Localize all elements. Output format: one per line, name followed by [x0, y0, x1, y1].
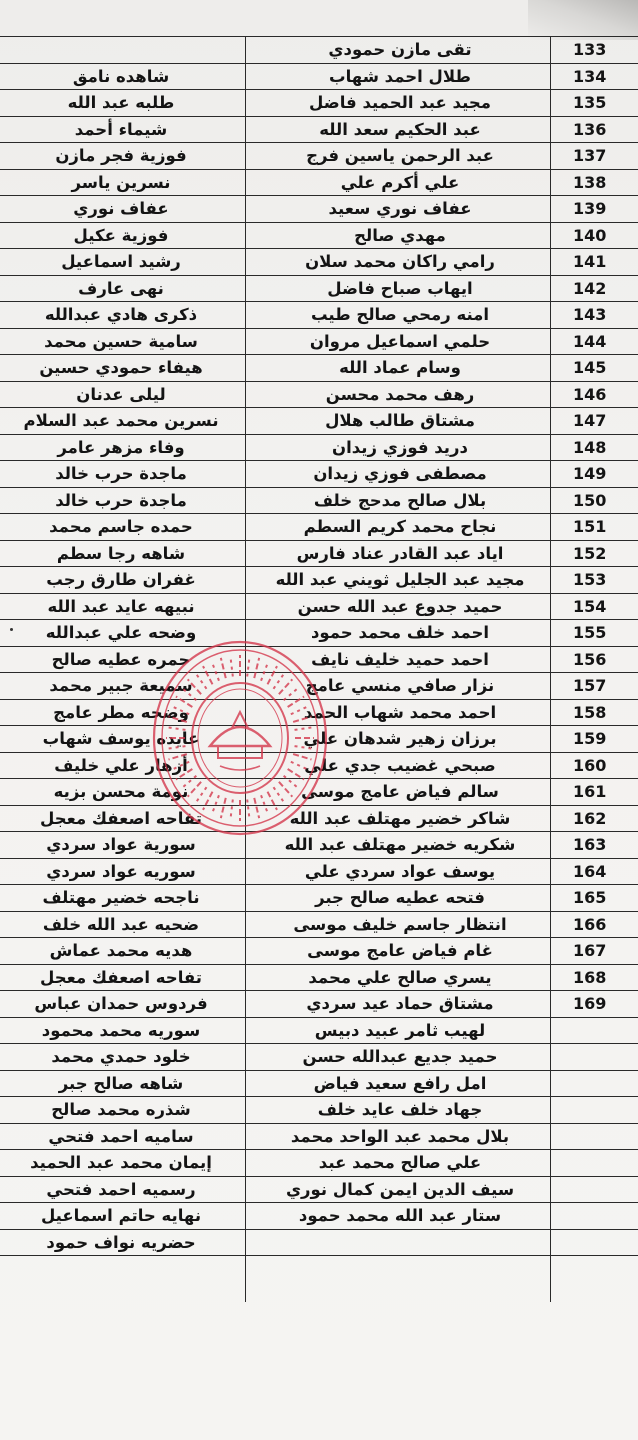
name-right-cell: مصطفى فوزي زيدان [313, 464, 487, 483]
table-row [0, 488, 638, 515]
row-number-cell: 164 [573, 861, 607, 881]
table-row [0, 382, 638, 409]
name-left-cell: حضريه نواف حمود [46, 1232, 196, 1252]
table-row [0, 117, 638, 144]
name-left-cell: إيمان محمد عبد الحميد [30, 1153, 212, 1172]
name-right-cell: مشتاق حماد عيد سردي [306, 994, 494, 1013]
row-number-cell [553, 1018, 638, 1044]
name-right-cell: حميد جدوع عبد الله حسن [297, 596, 503, 616]
table-row [0, 1044, 638, 1071]
table-row [0, 938, 638, 965]
name-left-cell: فوزية عكيل [73, 225, 169, 245]
row-number-cell: 151 [573, 517, 607, 536]
table-row [0, 170, 638, 197]
name-right-cell: مهدي صالح [354, 225, 446, 245]
row-number-cell: 138 [573, 172, 607, 192]
name-left-cell: حمره عطيه صالح [51, 649, 191, 669]
name-left-cell: ناجحه خضير مهتلف [42, 888, 200, 907]
row-number-cell: 161 [573, 782, 607, 801]
table-row [0, 726, 638, 753]
name-left-cell: طلبه عبد الله [67, 93, 175, 112]
name-right-cell [250, 1230, 550, 1256]
table-row [0, 276, 638, 303]
name-right-cell: علي أكرم علي [340, 172, 460, 192]
name-left-cell: ماجدة حرب خالد [55, 464, 187, 483]
name-left-cell: سميعة جبير محمد [49, 676, 193, 695]
name-left-cell: هيفاء حمودي حسين [39, 358, 203, 377]
name-right-cell: احمد خلف محمد حمود [310, 623, 490, 642]
name-right-cell: جهاد خلف عايد خلف [317, 1100, 483, 1119]
name-right-cell: يوسف عواد سردي علي [304, 861, 496, 881]
name-left-cell: شاهه رجا سطم [56, 543, 186, 563]
row-number-cell [553, 1071, 638, 1097]
name-left-cell: رشيد اسماعيل [61, 252, 181, 271]
table-row [0, 1097, 638, 1124]
name-left-cell: تفاحه اصعفك معجل [40, 967, 202, 987]
name-left-cell: سامية حسين محمد [44, 331, 198, 351]
row-number-cell [553, 1044, 638, 1070]
table-row [0, 1150, 638, 1177]
table-row [0, 461, 638, 488]
table-row [0, 196, 638, 223]
row-number-cell: 159 [573, 729, 607, 748]
name-left-cell: شاهده نامق [72, 66, 170, 86]
row-number-cell: 142 [573, 278, 607, 298]
row-number-cell: 163 [573, 835, 607, 854]
table-row [0, 912, 638, 939]
name-left-cell: سوريه عواد سردي [46, 861, 196, 881]
names-table [0, 36, 638, 1256]
name-right-cell: امل رافع سعيد فياض [313, 1073, 487, 1093]
table-row [0, 435, 638, 462]
name-left-cell: ذكرى هادي عبدالله [44, 305, 198, 324]
name-left-cell: رسميه احمد فتحي [46, 1179, 196, 1199]
row-number-cell: 157 [573, 676, 607, 695]
table-row [0, 329, 638, 356]
name-left-cell: أزهار علي خليف [54, 755, 188, 775]
table-row [0, 143, 638, 170]
name-left-cell: نسرين محمد عبد السلام [23, 411, 219, 430]
row-number-cell: 137 [573, 146, 607, 165]
table-row [0, 859, 638, 886]
table-row [0, 1124, 638, 1151]
row-number-cell: 166 [573, 914, 607, 934]
table-row [0, 249, 638, 276]
table-row [0, 514, 638, 541]
page-corner-shadow [528, 0, 638, 40]
name-left-cell [0, 37, 242, 63]
name-left-cell: ليلى عدنان [76, 384, 166, 404]
name-left-cell: نبيهه عايد عبد الله [47, 596, 195, 616]
row-number-cell [553, 1230, 638, 1256]
name-right-cell: انتظار جاسم خليف موسى [293, 914, 507, 934]
name-left-cell: وضحه علي عبدالله [45, 623, 197, 642]
row-number-cell: 147 [573, 411, 607, 430]
name-right-cell: عفاف نوري سعيد [328, 199, 472, 218]
row-number-cell: 162 [573, 808, 607, 828]
column-divider-left [245, 36, 246, 1302]
name-right-cell: اياد عبد القادر عناد فارس [296, 543, 504, 563]
name-left-cell: عايده يوسف شهاب [42, 729, 200, 748]
name-right-cell: نزار صافي منسي عامج [305, 676, 495, 695]
row-number-cell: 152 [573, 543, 607, 563]
name-left-cell: نسرين ياسر [71, 172, 171, 192]
name-left-cell: نهايه حاتم اسماعيل [40, 1206, 202, 1225]
row-number-cell: 154 [573, 596, 607, 616]
row-number-cell [553, 1124, 638, 1150]
table-row [0, 753, 638, 780]
name-right-cell: دريد فوزي زيدان [332, 437, 468, 457]
name-left-cell: شيماء أحمد [74, 119, 168, 139]
row-number-cell: 149 [573, 464, 607, 483]
name-right-cell: بلال صالح مدحج خلف [313, 490, 487, 510]
table-row [0, 885, 638, 912]
name-left-cell: تفاحه اصعفك معجل [40, 808, 202, 828]
row-number-cell: 143 [573, 305, 607, 324]
name-right-cell: حلمي اسماعيل مروان [309, 331, 491, 351]
row-number-cell: 134 [573, 66, 607, 86]
table-row [0, 594, 638, 621]
name-right-cell: فتحه عطيه صالح جبر [315, 888, 485, 907]
name-left-cell: ضحيه عبد الله خلف [42, 914, 200, 934]
name-left-cell: وضحه مطر عامج [53, 702, 189, 722]
row-number-cell [553, 1150, 638, 1176]
table-row [0, 673, 638, 700]
row-number-cell [553, 1177, 638, 1203]
table-row [0, 90, 638, 117]
row-number-cell: 139 [573, 199, 607, 218]
table-row [0, 355, 638, 382]
table-row [0, 832, 638, 859]
column-divider-right [550, 36, 551, 1302]
name-left-cell: عفاف نوري [73, 199, 169, 218]
table-row [0, 647, 638, 674]
table-row [0, 302, 638, 329]
name-left-cell: خلود حمدي محمد [51, 1047, 191, 1066]
row-number-cell: 158 [573, 702, 607, 722]
name-right-cell: يسري صالح علي محمد [308, 967, 492, 987]
table-row [0, 1071, 638, 1098]
name-left-cell: حمده جاسم محمد [49, 517, 193, 536]
table-row [0, 223, 638, 250]
row-number-cell: 150 [573, 490, 607, 510]
row-number-cell: 165 [573, 888, 607, 907]
name-right-cell: امنه رمحي صالح طيب [310, 305, 490, 324]
table-row [0, 567, 638, 594]
table-row [0, 1177, 638, 1204]
name-left-cell: غفران طارق رجب [46, 570, 196, 589]
row-number-cell: 133 [573, 40, 607, 59]
row-number-cell: 160 [573, 755, 607, 775]
table-row [0, 965, 638, 992]
name-right-cell: علي صالح محمد عبد [318, 1153, 482, 1172]
row-number-cell: 136 [573, 119, 607, 139]
table-row [0, 806, 638, 833]
table-row [0, 64, 638, 91]
name-right-cell: نجاح محمد كريم السطم [303, 517, 497, 536]
row-number-cell: 167 [573, 941, 607, 960]
name-right-cell: احمد حميد خليف نايف [311, 649, 489, 669]
row-number-cell: 148 [573, 437, 607, 457]
row-number-cell [553, 1203, 638, 1229]
table-row [0, 991, 638, 1018]
name-right-cell: لهيب ثامر عبيد دبيس [314, 1020, 486, 1040]
table-row [0, 36, 638, 64]
table-row [0, 700, 638, 727]
name-right-cell: مشتاق طالب هلال [325, 411, 475, 430]
name-left-cell: ماجدة حرب خالد [55, 490, 187, 510]
row-number-cell: 141 [573, 252, 607, 271]
name-left-cell: ساميه احمد فتحي [48, 1126, 194, 1146]
name-right-cell: عبد الرحمن ياسين فرج [306, 146, 494, 165]
row-number-cell: 140 [573, 225, 607, 245]
name-left-cell: فردوس حمدان عباس [34, 994, 208, 1013]
name-left-cell: شاهه صالح جبر [58, 1073, 184, 1093]
name-right-cell: شاكر خضير مهتلف عبد الله [289, 808, 511, 828]
row-number-cell: 153 [573, 570, 607, 589]
name-left-cell: فوزية فجر مازن [55, 146, 187, 165]
name-right-cell: غام فياض عامج موسى [307, 941, 493, 960]
name-right-cell: سالم فياض عامج موسى [301, 782, 499, 801]
name-right-cell: مجيد عبد الجليل ثويني عبد الله [275, 570, 525, 589]
name-right-cell: صبحي غضيب جدي علي [304, 755, 496, 775]
name-right-cell: مجيد عبد الحميد فاضل [309, 93, 491, 112]
name-right-cell: رهف محمد محسن [325, 384, 475, 404]
name-right-cell: سيف الدين ايمن كمال نوري [285, 1179, 515, 1199]
name-right-cell: شكريه خضير مهتلف عبد الله [284, 835, 516, 854]
name-left-cell: سورية عواد سردي [46, 835, 196, 854]
name-right-cell: وسام عماد الله [339, 358, 461, 377]
row-number-cell: 146 [573, 384, 607, 404]
row-number-cell: 155 [573, 623, 607, 642]
name-right-cell: تقى مازن حمودي [328, 40, 472, 59]
table-row [0, 620, 638, 647]
name-right-cell: عبد الحكيم سعد الله [319, 119, 481, 139]
name-right-cell: رامي راكان محمد سلان [305, 252, 495, 271]
table-row [0, 408, 638, 435]
table-row [0, 1203, 638, 1230]
row-number-cell: 156 [573, 649, 607, 669]
name-right-cell: احمد محمد شهاب الحمد [303, 702, 497, 722]
row-number-cell [553, 1097, 638, 1123]
name-left-cell: وفاء مزهر عامر [57, 437, 185, 457]
row-number-cell: 144 [573, 331, 607, 351]
name-left-cell: نومة محسن بزيه [53, 782, 189, 801]
table-row [0, 779, 638, 806]
name-right-cell: حميد جديع عبدالله حسن [302, 1047, 498, 1066]
name-left-cell: هديه محمد عماش [49, 941, 193, 960]
row-number-cell: 169 [573, 994, 607, 1013]
ink-dot [10, 628, 13, 631]
row-number-cell: 135 [573, 93, 607, 112]
name-left-cell: سوريه محمد محمود [41, 1020, 201, 1040]
name-right-cell: طلال احمد شهاب [329, 66, 471, 86]
table-row [0, 1230, 638, 1257]
name-right-cell: برزان زهير شدهان علي [303, 729, 497, 748]
table-row [0, 541, 638, 568]
row-number-cell: 168 [573, 967, 607, 987]
name-left-cell: شذره محمد صالح [51, 1100, 191, 1119]
name-right-cell: ستار عبد الله محمد حمود [298, 1206, 502, 1225]
row-number-cell: 145 [573, 358, 607, 377]
table-row [0, 1018, 638, 1045]
name-left-cell: نهى عارف [78, 278, 164, 298]
name-right-cell: ايهاب صباح فاضل [327, 278, 473, 298]
name-right-cell: بلال محمد عبد الواحد محمد [290, 1126, 510, 1146]
